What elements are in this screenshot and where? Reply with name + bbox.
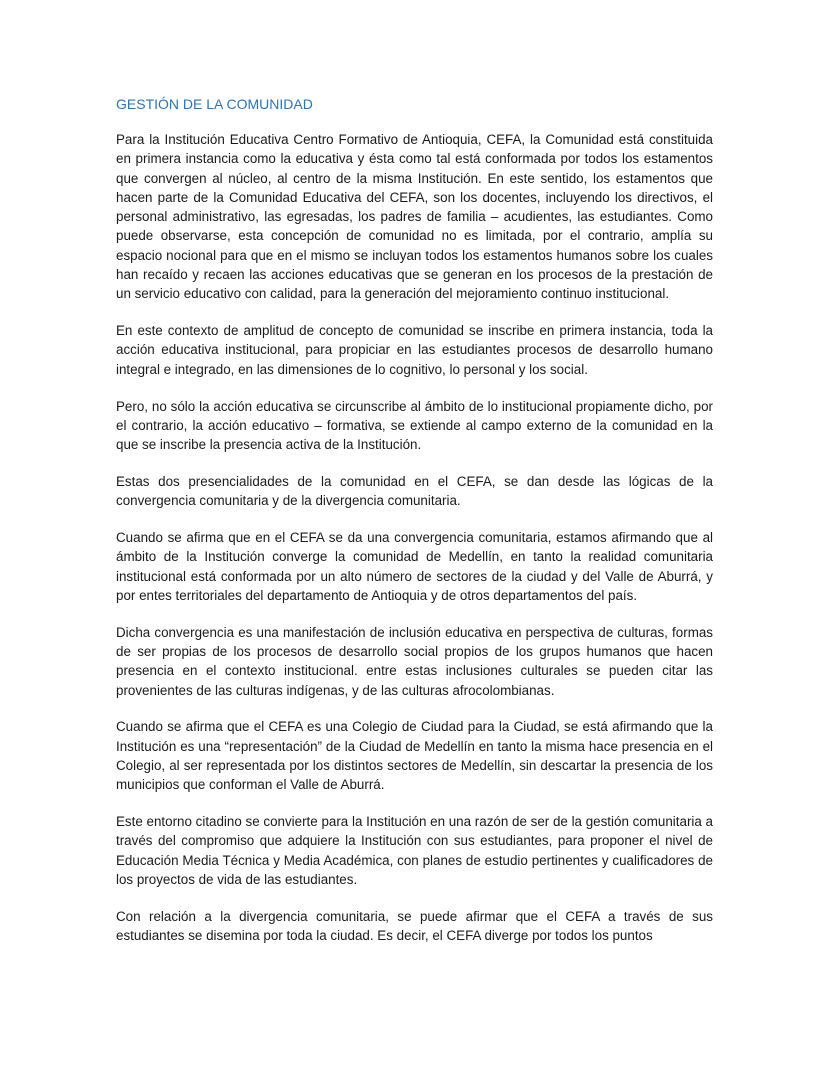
section-heading: GESTIÓN DE LA COMUNIDAD [116,96,313,112]
paragraph-6: Dicha convergencia es una manifestación de inclusión educativa en perspectiva de culturas, formas de ser propias de los procesos de desarrollo social propios de los grupos humanos que hacen presencia en el contexto institucional. entre estas inclusiones culturales se pueden citar las provenientes de las culturas indígenas, y de las culturas afrocolombianas. [116,624,713,698]
paragraph-8: Este entorno citadino se convierte para la Institución en una razón de ser de la gestión comunitaria a través del compromiso que adquiere la Institución con sus estudiantes, para proponer el nivel de Educación Media Técnica y Media Académica, con planes de estudio pertinentes y cualificadores de los proyectos de vida de las estudiantes. [116,814,713,887]
paragraph-2: En este contexto de amplitud de concepto de comunidad se inscribe en primera instancia, toda la acción educativa institucional, para propiciar en las estudiantes procesos de desarrollo humano integral e integrado, en las dimensiones de lo cognitivo, lo personal y los social. [116,323,713,377]
document-body [116,96,713,963]
paragraph-4: Estas dos presencialidades de la comunidad en el CEFA, se dan desde las lógicas de la convergencia comunitaria y de la divergencia comunitaria. [116,473,713,509]
paragraph-3: Pero, no sólo la acción educativa se circunscribe al ámbito de lo institucional propiamente dicho, por el contrario, la acción educativo – formativa, se extiende al campo externo de la comunidad en la que se inscribe la presencia activa de la Institución. [116,398,713,453]
paragraph-7: Cuando se afirma que el CEFA es una Colegio de Ciudad para la Ciudad, se está afirmando que la Institución es una “representación” de la Ciudad de Medellín en tanto la misma hace presencia en el Colegio, al ser representada por los distintos sectores de Medellín, sin descartar la presencia de los municipios que conforman el Valle de Aburrá. [116,719,713,793]
paragraph-5: Cuando se afirma que en el CEFA se da una convergencia comunitaria, estamos afirmando que al ámbito de la Institución converge la comunidad de Medellín, en tanto la realidad comunitaria institucional está conformada por un alto número de sectores de la ciudad y del Valle de Aburrá, y por entes territoriales del departamento de Antioquia y de otros departamentos del país. [116,530,713,603]
paragraph-1: Para la Institución Educativa Centro Formativo de Antioquia, CEFA, la Comunidad está constituida en primera instancia como la educativa y ésta como tal está conformada por todos los estamentos que convergen al núcleo, al centro de la misma Institución. En este sentido, los estamentos que hacen parte de la Comunidad Educativa del CEFA, son los docentes, incluyendo los directivos, el personal administrativo, las egresadas, los padres de familia – acudientes, las estudiantes. Como puede observarse, esta concepción de comunidad no es limitada, por el contrario, amplía su espacio nocional para que en el mismo se incluyan todos los estamentos humanos sobre los cuales han recaído y recaen las acciones educativas que se generan en los procesos de la prestación de un servicio educativo con calidad, para la generación del mejoramiento continuo institucional. [116,132,713,302]
paragraph-9: Con relación a la divergencia comunitaria, se puede afirmar que el CEFA a través de sus estudiantes se disemina por toda la ciudad. Es decir, el CEFA diverge por todos los puntos [116,908,713,944]
